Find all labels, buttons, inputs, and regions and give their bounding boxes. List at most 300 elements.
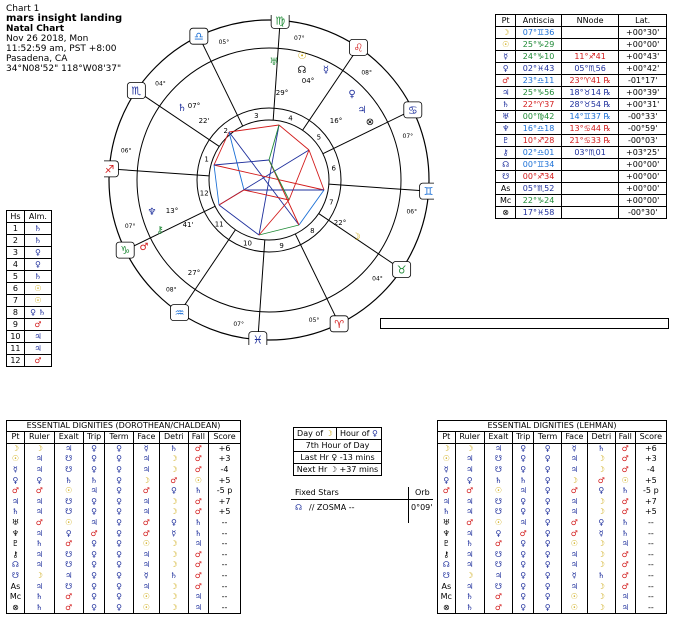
dignities-cell: ♀ xyxy=(24,475,54,486)
dignities-cell: ♆ xyxy=(7,528,25,539)
dignities-cell: ♃ xyxy=(24,465,54,476)
planet-label: ♀ xyxy=(348,89,356,100)
dignities-row xyxy=(438,518,667,529)
dignities-cell: +5 xyxy=(635,507,666,518)
house-almuten: ☉ xyxy=(24,295,51,307)
dignities-cell: ☽ xyxy=(160,581,189,592)
dignities-header-row xyxy=(7,432,241,444)
dignities-cell: ♂ xyxy=(587,475,615,486)
dignities-cell: ♀ xyxy=(105,603,133,614)
positions-cell-anti: 16°♎18 xyxy=(516,123,562,135)
dignities-cell: ♃ xyxy=(455,560,484,571)
dignities-header-cell: Exalt xyxy=(484,432,512,444)
planet-label: ♄ xyxy=(177,103,187,114)
aspect-line xyxy=(229,125,279,132)
houses-row xyxy=(7,283,52,295)
positions-cell-nn: 03°♏01 xyxy=(561,147,619,159)
dignities-cell: ♃ xyxy=(24,550,54,561)
positions-cell-nn xyxy=(561,183,619,195)
house-number-label: 6 xyxy=(331,164,337,173)
house-number: 3 xyxy=(7,247,25,259)
aspect-line xyxy=(214,132,229,165)
house-cusp-line xyxy=(295,234,339,324)
dignities-cell: ♀ xyxy=(534,528,562,539)
dignities-cell: ☉ xyxy=(615,475,635,486)
positions-cell-pt: ♀ xyxy=(496,63,516,75)
planet-label: 04° xyxy=(301,77,315,85)
positions-cell-nn xyxy=(561,195,619,207)
dignities-cell: ♂ xyxy=(133,528,160,539)
dignities-cell: ☿ xyxy=(561,443,587,454)
house-cusp-line xyxy=(109,169,209,176)
positions-cell-anti: 23°♎11 xyxy=(516,75,562,87)
dignities-cell: ♀ xyxy=(513,571,534,582)
dignities-cell: ♃ xyxy=(484,443,512,454)
dignities-cell: -- xyxy=(209,550,241,561)
dignities-cell: ♀ xyxy=(513,454,534,465)
positions-row xyxy=(496,39,667,51)
dignities-cell: ♂ xyxy=(455,486,484,497)
dignities-row xyxy=(438,592,667,603)
dignities-cell: ♂ xyxy=(7,486,25,497)
positions-cell-anti: 07°♊36 xyxy=(516,27,562,39)
dignities-cell: ♀ xyxy=(83,592,105,603)
dignities-cell: ♂ xyxy=(561,486,587,497)
positions-cell-nn: 28°♉54 ℞ xyxy=(561,99,619,111)
last-hour-cell: Last Hr ♀ -13 mins xyxy=(294,452,382,464)
dignities-cell: ♂ xyxy=(615,497,635,508)
positions-cell-anti: 24°♑10 xyxy=(516,51,562,63)
dignities-cell: ♄ xyxy=(615,486,635,497)
dignities-cell: ♀ xyxy=(513,592,534,603)
positions-cell-nn xyxy=(561,39,619,51)
dignities-cell: ♃ xyxy=(615,603,635,614)
dignities-row xyxy=(7,465,241,476)
positions-row xyxy=(496,99,667,111)
dignities-cell: ♃ xyxy=(133,560,160,571)
dignities-header-cell: Ruler xyxy=(24,432,54,444)
dignities-cell: ♄ xyxy=(615,528,635,539)
dignities-cell: As xyxy=(7,581,25,592)
dignities-row xyxy=(7,528,241,539)
positions-cell-pt: ☊ xyxy=(496,159,516,171)
positions-cell-lat: -01°17' xyxy=(619,75,667,87)
dignities-cell: ♀ xyxy=(513,550,534,561)
dignities-cell: ♂ xyxy=(615,443,635,454)
dignities-cell: -- xyxy=(635,560,666,571)
aspect-line xyxy=(279,125,309,150)
planet-label: ☿ xyxy=(322,65,330,76)
positions-cell-lat: +00°39' xyxy=(619,87,667,99)
dignities-cell: ♀ xyxy=(83,539,105,550)
nth-hour-cell: 7th Hour of Day xyxy=(294,440,382,452)
dignities-cell: ♀ xyxy=(7,475,25,486)
positions-cell-pt: ⊗ xyxy=(496,207,516,219)
houses-row xyxy=(7,223,52,235)
dignities-cell: ♀ xyxy=(105,592,133,603)
dignities-cell: +5 xyxy=(209,475,241,486)
dignities-cell: ♃ xyxy=(455,507,484,518)
positions-cell-anti: 22°♑24 xyxy=(516,195,562,207)
dignities-row xyxy=(7,518,241,529)
dignities-cell: -- xyxy=(635,592,666,603)
house-number: 5 xyxy=(7,271,25,283)
house-almuten: ♂ xyxy=(24,319,51,331)
positions-cell-anti: 00°♊34 xyxy=(516,159,562,171)
dignities-cell: ♂ xyxy=(133,486,160,497)
positions-cell-lat: +00°00' xyxy=(619,39,667,51)
planet-label: 13° xyxy=(165,207,179,215)
dignities-cell: ☽ xyxy=(160,507,189,518)
dignities-cell: ☿ xyxy=(160,528,189,539)
dignities-cell: ♀ xyxy=(160,486,189,497)
dignities-cell: ♃ xyxy=(455,465,484,476)
dignities-cell: ♀ xyxy=(83,581,105,592)
dignities-cell: ♇ xyxy=(7,539,25,550)
dignities-cell: ♀ xyxy=(534,539,562,550)
planet-label: 22° xyxy=(333,219,347,227)
dignities-cell: -4 xyxy=(635,465,666,476)
aspect-line xyxy=(289,150,309,200)
dignities-cell: ♃ xyxy=(615,539,635,550)
dignities-cell: ♆ xyxy=(438,528,456,539)
dignities-cell: ☉ xyxy=(54,518,83,529)
dignities-cell: ♃ xyxy=(83,518,105,529)
positions-cell-pt: ♂ xyxy=(496,75,516,87)
dignities-cell: ⊗ xyxy=(7,603,25,614)
dignities-cell: ♀ xyxy=(105,528,133,539)
dignities-cell: ☉ xyxy=(133,592,160,603)
dignities-cell: ☽ xyxy=(587,507,615,518)
house-cusp-line xyxy=(273,20,280,120)
dignities-cell: ☉ xyxy=(133,603,160,614)
dignities-cell: +5 xyxy=(209,507,241,518)
chart-time: 11:52:59 am, PST +8:00 xyxy=(6,44,117,54)
positions-row xyxy=(496,123,667,135)
dignities-row xyxy=(7,603,241,614)
dignities-lehman-title: ESSENTIAL DIGNITIES (LEHMAN) xyxy=(437,420,667,431)
positions-cell-anti: 02°♓43 xyxy=(516,63,562,75)
aspect-line xyxy=(229,132,299,225)
positions-cell-pt: ☉ xyxy=(496,39,516,51)
dignities-cell: ☋ xyxy=(54,581,83,592)
dignities-cell: ☽ xyxy=(587,465,615,476)
cusp-degree-label: 07° xyxy=(294,35,305,43)
house-almuten: ♄ xyxy=(24,235,51,247)
dignities-cell: ♀ xyxy=(534,550,562,561)
dignities-cell: -- xyxy=(635,539,666,550)
dignities-cell: ♄ xyxy=(188,528,208,539)
house-number-label: 7 xyxy=(329,198,334,207)
dignities-cell: ♀ xyxy=(83,550,105,561)
aspect-line xyxy=(269,160,289,200)
houses-row xyxy=(7,331,52,343)
dignities-cell: ♂ xyxy=(188,465,208,476)
dignities-cell: ♄ xyxy=(160,571,189,582)
planet-label: ♅ xyxy=(269,57,279,68)
chart-number: Chart 1 xyxy=(6,4,40,14)
dignities-cell: ♀ xyxy=(513,539,534,550)
positions-row xyxy=(496,159,667,171)
dignities-cell: ♃ xyxy=(188,539,208,550)
sign-glyph: ♉ xyxy=(396,263,407,277)
sign-glyph: ♊ xyxy=(423,185,434,199)
dignities-cell: +3 xyxy=(209,454,241,465)
dignities-cell: ♄ xyxy=(587,443,615,454)
dignities-cell: ☿ xyxy=(7,465,25,476)
dignities-cell: ♂ xyxy=(615,507,635,518)
positions-cell-lat: -00°03' xyxy=(619,135,667,147)
dignities-cell: +5 xyxy=(635,475,666,486)
dignities-cell: ♀ xyxy=(534,443,562,454)
chart-title: mars insight landing xyxy=(6,13,123,24)
dignities-cell: ♃ xyxy=(133,507,160,518)
positions-cell-lat: -00°33' xyxy=(619,111,667,123)
houses-row xyxy=(7,307,52,319)
dignities-cell: ♀ xyxy=(484,528,512,539)
sign-glyph: ♎ xyxy=(193,30,204,44)
dignities-cell: ♀ xyxy=(534,571,562,582)
dignities-cell: ♀ xyxy=(83,560,105,571)
house-almuten: ♄ xyxy=(24,223,51,235)
dignities-cell: ☽ xyxy=(587,560,615,571)
dignities-cell: ☋ xyxy=(484,550,512,561)
dignities-cell: ☽ xyxy=(24,443,54,454)
fixed-stars-orb-header: Orb xyxy=(415,488,430,497)
dignities-header-cell: Trip xyxy=(513,432,534,444)
dignities-cell: ♀ xyxy=(83,571,105,582)
dignities-cell: ♂ xyxy=(188,507,208,518)
dignities-cell: ♀ xyxy=(534,507,562,518)
dignities-row xyxy=(438,560,667,571)
positions-cell-lat: +00°42' xyxy=(619,63,667,75)
dignities-cell: ♃ xyxy=(561,507,587,518)
aspect-line xyxy=(259,200,289,235)
dignities-cell: ☉ xyxy=(561,603,587,614)
dignities-row xyxy=(438,454,667,465)
sign-glyph: ♒ xyxy=(174,306,185,320)
dignities-cell: ♀ xyxy=(534,581,562,592)
dignities-row xyxy=(438,475,667,486)
planet-label: 16° xyxy=(329,117,343,125)
dignities-cell: ♀ xyxy=(534,518,562,529)
dignities-cell: ♅ xyxy=(438,518,456,529)
dignities-cell: -- xyxy=(209,528,241,539)
dignities-cell: ☽ xyxy=(587,603,615,614)
day-hour-table xyxy=(293,427,382,476)
planet-label: ☊ xyxy=(297,65,307,76)
dignities-cell: ♄ xyxy=(24,539,54,550)
positions-cell-lat: +00°00' xyxy=(619,195,667,207)
dignities-cell: ♀ xyxy=(534,592,562,603)
dignities-cell: ♄ xyxy=(484,475,512,486)
dignities-cell: ♂ xyxy=(615,465,635,476)
dignities-cell: ♂ xyxy=(160,475,189,486)
house-number: 12 xyxy=(7,355,25,367)
dignities-row xyxy=(7,486,241,497)
cusp-degree-label: 05° xyxy=(218,39,230,47)
dignities-cell: ♄ xyxy=(188,518,208,529)
dignities-cell: ☽ xyxy=(455,571,484,582)
positions-cell-lat: +03°25' xyxy=(619,147,667,159)
planet-label: 27° xyxy=(187,269,201,277)
aspect-line xyxy=(229,132,244,190)
house-number-label: 10 xyxy=(243,239,252,248)
dignities-cell: ♂ xyxy=(83,528,105,539)
dignities-cell: +7 xyxy=(635,497,666,508)
house-number: 7 xyxy=(7,295,25,307)
dignities-cell: ☉ xyxy=(561,539,587,550)
fixed-star-point: ☊ xyxy=(295,503,303,512)
cusp-degree-label: 06° xyxy=(120,147,132,155)
dignities-row xyxy=(438,539,667,550)
dignities-row xyxy=(7,571,241,582)
dignities-cell: ♄ xyxy=(587,571,615,582)
dignities-cell: ♃ xyxy=(133,465,160,476)
dignities-cell: ♃ xyxy=(188,592,208,603)
dignities-cell: ☉ xyxy=(438,454,456,465)
dignities-cell: ⊗ xyxy=(438,603,456,614)
sign-glyph: ♏ xyxy=(131,84,142,98)
planet-label: 41' xyxy=(182,221,194,229)
dignities-cell: ♀ xyxy=(83,443,105,454)
chart-type: Natal Chart xyxy=(6,24,65,34)
positions-cell-nn: 11°♐41 xyxy=(561,51,619,63)
dignities-cell: ♃ xyxy=(455,497,484,508)
dignities-cell: ☿ xyxy=(561,571,587,582)
dignities-row xyxy=(7,539,241,550)
dignities-row xyxy=(7,497,241,508)
house-number: 1 xyxy=(7,223,25,235)
houses-row xyxy=(7,355,52,367)
houses-header-1: Alm. xyxy=(24,211,51,223)
dignities-header-cell: Fall xyxy=(188,432,208,444)
dignities-cell: ♃ xyxy=(561,497,587,508)
dignities-cell: ♀ xyxy=(513,497,534,508)
planet-label: 29° xyxy=(275,89,289,97)
dignities-header-cell: Exalt xyxy=(54,432,83,444)
dignities-cell: ♂ xyxy=(484,592,512,603)
dignities-cell: -- xyxy=(209,560,241,571)
dignities-cell: Mc xyxy=(438,592,456,603)
houses-row xyxy=(7,295,52,307)
dignities-cell: ♀ xyxy=(534,475,562,486)
dignities-cell: ♄ xyxy=(83,475,105,486)
day-of-cell: Day of ☽ xyxy=(294,428,337,440)
dignities-cell: ♄ xyxy=(438,507,456,518)
house-number: 2 xyxy=(7,235,25,247)
dignities-cell: ♀ xyxy=(83,507,105,518)
dignities-row xyxy=(7,550,241,561)
aspect-line xyxy=(214,165,219,205)
dignities-cell: +6 xyxy=(209,443,241,454)
dignities-cell: ♃ xyxy=(24,454,54,465)
dignities-cell: ☿ xyxy=(587,528,615,539)
dignities-cell: ♂ xyxy=(561,518,587,529)
positions-cell-pt: ♅ xyxy=(496,111,516,123)
aspect-line xyxy=(214,160,269,165)
house-almuten-table xyxy=(6,210,52,367)
dignities-cell: ☋ xyxy=(484,497,512,508)
dignities-cell: ♂ xyxy=(484,603,512,614)
dignities-cell: ☽ xyxy=(160,465,189,476)
dignities-cell: ☽ xyxy=(587,539,615,550)
positions-row xyxy=(496,207,667,219)
dignities-cell: ♀ xyxy=(83,465,105,476)
dignities-cell: ♄ xyxy=(455,539,484,550)
dignities-cell: ♃ xyxy=(83,486,105,497)
dignities-cell: ☽ xyxy=(587,592,615,603)
positions-row xyxy=(496,87,667,99)
house-number-label: 3 xyxy=(254,112,259,121)
dignities-cell: ☽ xyxy=(7,443,25,454)
dignities-cell: ♃ xyxy=(54,571,83,582)
dignities-lehman-table xyxy=(437,431,667,614)
dignities-cell: ♃ xyxy=(455,454,484,465)
dignities-cell: ♀ xyxy=(534,465,562,476)
dignities-cell: -- xyxy=(209,592,241,603)
dignities-cell: ♅ xyxy=(7,518,25,529)
dignities-cell: -5 p xyxy=(209,486,241,497)
empty-bar xyxy=(380,318,669,329)
dignities-cell: -- xyxy=(635,550,666,561)
house-number: 4 xyxy=(7,259,25,271)
dignities-cell: ☋ xyxy=(54,560,83,571)
dignities-row xyxy=(7,581,241,592)
house-cusp-line xyxy=(258,240,265,340)
dignities-cell: ☽ xyxy=(160,603,189,614)
house-almuten: ♂ xyxy=(24,355,51,367)
house-almuten: ♃ xyxy=(24,343,51,355)
dignities-cell: ♃ xyxy=(54,443,83,454)
dignities-cell: ☽ xyxy=(587,550,615,561)
dignities-cell: ♀ xyxy=(534,560,562,571)
house-almuten: ♀ xyxy=(24,259,51,271)
house-cusp-line xyxy=(329,184,429,191)
sign-glyph: ♓ xyxy=(252,333,263,345)
dignities-cell: ♃ xyxy=(455,581,484,592)
dignities-cell: ☿ xyxy=(438,465,456,476)
positions-cell-nn: 21°♋33 ℞ xyxy=(561,135,619,147)
dignities-cell: ♂ xyxy=(54,592,83,603)
dignities-cell: +6 xyxy=(635,443,666,454)
positions-row xyxy=(496,183,667,195)
dignities-cell: ♃ xyxy=(188,603,208,614)
planet-label: ♃ xyxy=(357,105,367,116)
dignities-cell: ♂ xyxy=(24,486,54,497)
house-number-label: 11 xyxy=(214,220,224,229)
dignities-cell: ♀ xyxy=(513,560,534,571)
dignities-cell: ☽ xyxy=(160,592,189,603)
positions-cell-anti: 17°♓58 xyxy=(516,207,562,219)
dignities-row xyxy=(7,560,241,571)
dignities-cell: ♀ xyxy=(83,603,105,614)
dignities-cell: ⚷ xyxy=(438,550,456,561)
dignities-cell: ♄ xyxy=(7,507,25,518)
dignities-row xyxy=(438,497,667,508)
positions-cell-anti: 25°♑29 xyxy=(516,39,562,51)
dignities-cell: ♀ xyxy=(438,475,456,486)
dignities-cell: -- xyxy=(209,603,241,614)
dignities-cell: ♀ xyxy=(105,550,133,561)
dignities-cell: ☋ xyxy=(54,465,83,476)
house-cusp-line xyxy=(199,36,243,126)
dignities-cell: ☋ xyxy=(7,571,25,582)
positions-cell-anti: 22°♈37 xyxy=(516,99,562,111)
dignities-header-cell: Pt xyxy=(438,432,456,444)
dignities-cell: ♀ xyxy=(513,443,534,454)
positions-header-1: Antiscia xyxy=(516,15,562,27)
